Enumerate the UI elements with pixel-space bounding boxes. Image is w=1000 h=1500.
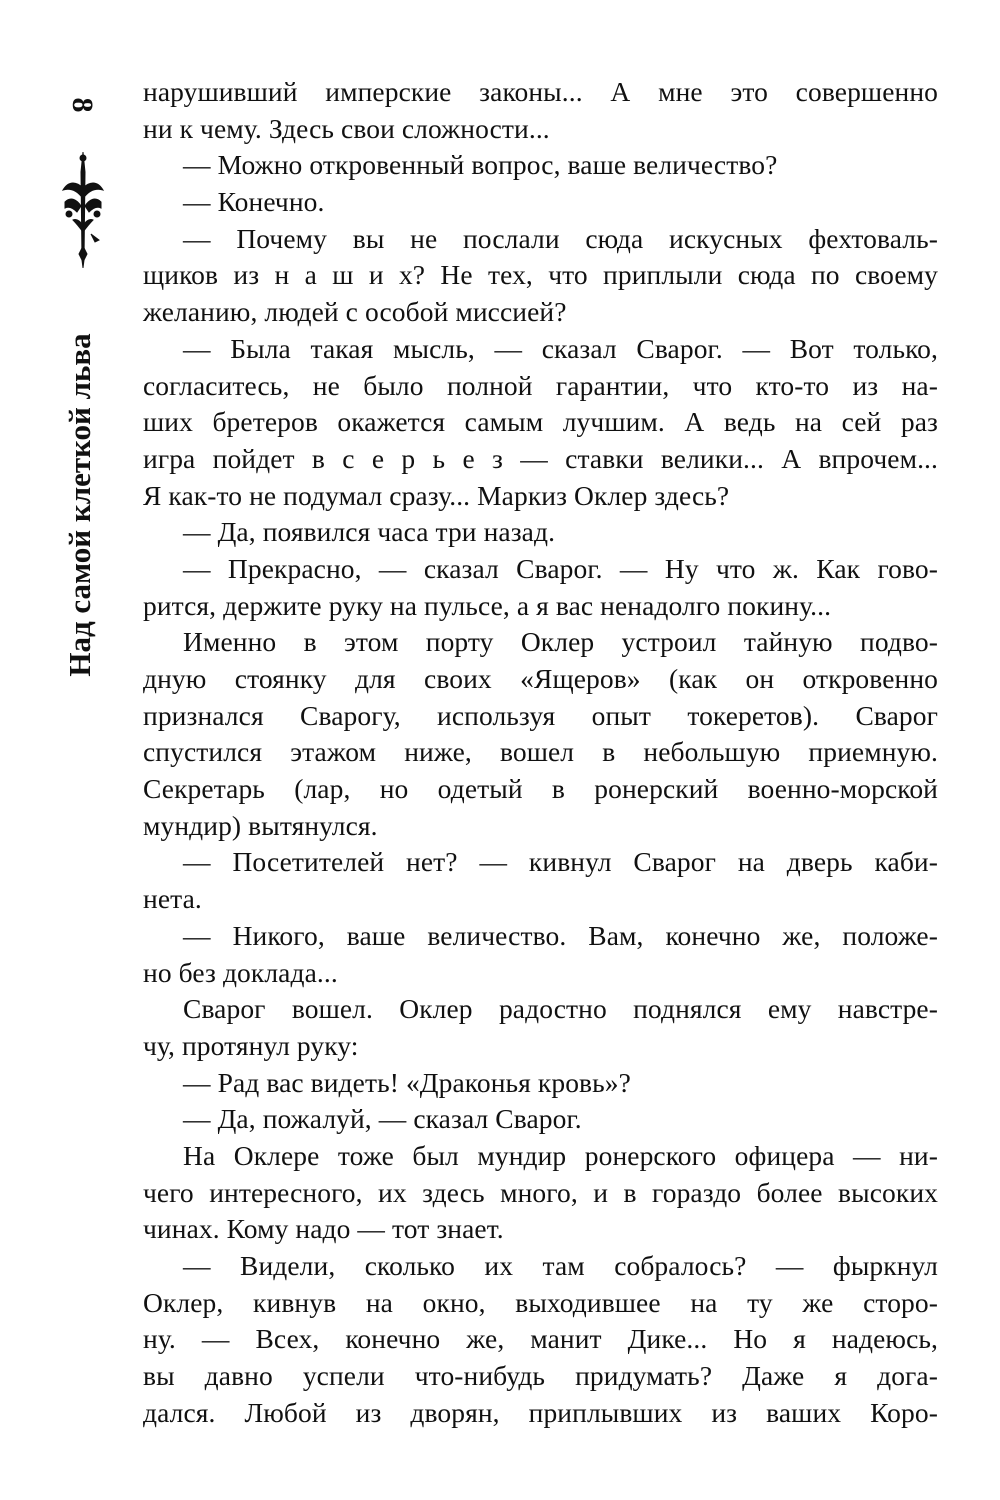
text-line: На Оклере тоже был мундир ронерского офицера — ни- [183, 1139, 938, 1171]
text-line: согласитесь, не было полной гарантии, что кто-то из на- [143, 369, 938, 401]
running-title: Над самой клеткой льва [62, 333, 97, 677]
text-line: — Да, появился часа три назад. [183, 516, 556, 548]
text-line: чего интересного, их здесь много, и в гораздо более высоких [143, 1176, 938, 1208]
text-line: ших бретеров окажется самым лучшим. А ведь на сей раз [143, 406, 938, 438]
text-line: признался Сварогу, используя опыт токеретов). Сварог [143, 699, 938, 731]
text-line: мундир) вытянулся. [143, 809, 378, 841]
text-line: Сварог вошел. Оклер радостно поднялся ему навстре- [183, 993, 938, 1025]
text-line: ну. — Всех, конечно же, манит Дике... Но я надеюсь, [143, 1323, 938, 1355]
page-number: 8 [66, 97, 99, 113]
text-line: Оклер, кивнув на окно, выходившее на ту же сторо- [143, 1286, 938, 1318]
text-line: дался. Любой из дворян, приплывших из ваших Коро- [143, 1396, 938, 1428]
text-line: — Почему вы не послали сюда искусных фехтоваль- [183, 222, 938, 254]
text-line: — Рад вас видеть! «Драконья кровь»? [183, 1066, 631, 1098]
text-line: — Видели, сколько их там собралось? — фыркнул [183, 1250, 938, 1281]
text-line: — Была такая мысль, — сказал Сварог. — Вот только, [183, 332, 938, 364]
text-line: — Можно откровенный вопрос, ваше величество? [183, 149, 778, 181]
text-line: нарушивший имперские законы... А мне это совершенно [143, 76, 938, 107]
text-line: спустился этажом ниже, вошел в небольшую приемную. [143, 736, 938, 768]
text-line: желанию, людей с особой миссией? [143, 296, 567, 328]
text-line: нета. [143, 883, 202, 915]
text-line: Я как-то не подумал сразу... Маркиз Оклер здесь? [143, 479, 730, 511]
text-line: игра пойдет в с е р ь е з — ставки велики... А впрочем... [143, 442, 938, 474]
text-line: вы давно успели что-нибудь придумать? Даже я дога- [143, 1360, 938, 1392]
text-line: чинах. Кому надо — тот знает. [143, 1213, 504, 1245]
text-line: — Никого, ваше величество. Вам, конечно же, положе- [183, 919, 938, 951]
text-line: чу, протянул руку: [143, 1029, 359, 1061]
text-line: но без доклада... [143, 956, 338, 988]
text-line: — Посетителей нет? — кивнул Сварог на дверь каби- [183, 846, 938, 878]
text-line: Именно в этом порту Оклер устроил тайную подво- [183, 626, 938, 658]
text-line: Секретарь (лар, но одетый в ронерский военно-морской [143, 773, 938, 805]
text-line: — Да, пожалуй, — сказал Сварог. [183, 1103, 582, 1135]
dagger-ornament-icon [55, 150, 111, 270]
text-line: дную стоянку для своих «Ящеров» (как он откровенно [143, 663, 938, 694]
text-line: — Прекрасно, — сказал Сварог. — Ну что ж. Как гово- [183, 552, 938, 584]
text-line: рится, держите руку на пульсе, а я вас ненадолго покину... [143, 589, 832, 621]
text-line: ни к чему. Здесь свои сложности... [143, 112, 550, 144]
text-line: щиков из н а ш и х? Не тех, что приплыли сюда по своему [143, 259, 938, 291]
text-line: — Конечно. [183, 186, 325, 218]
body-text [143, 74, 938, 1431]
